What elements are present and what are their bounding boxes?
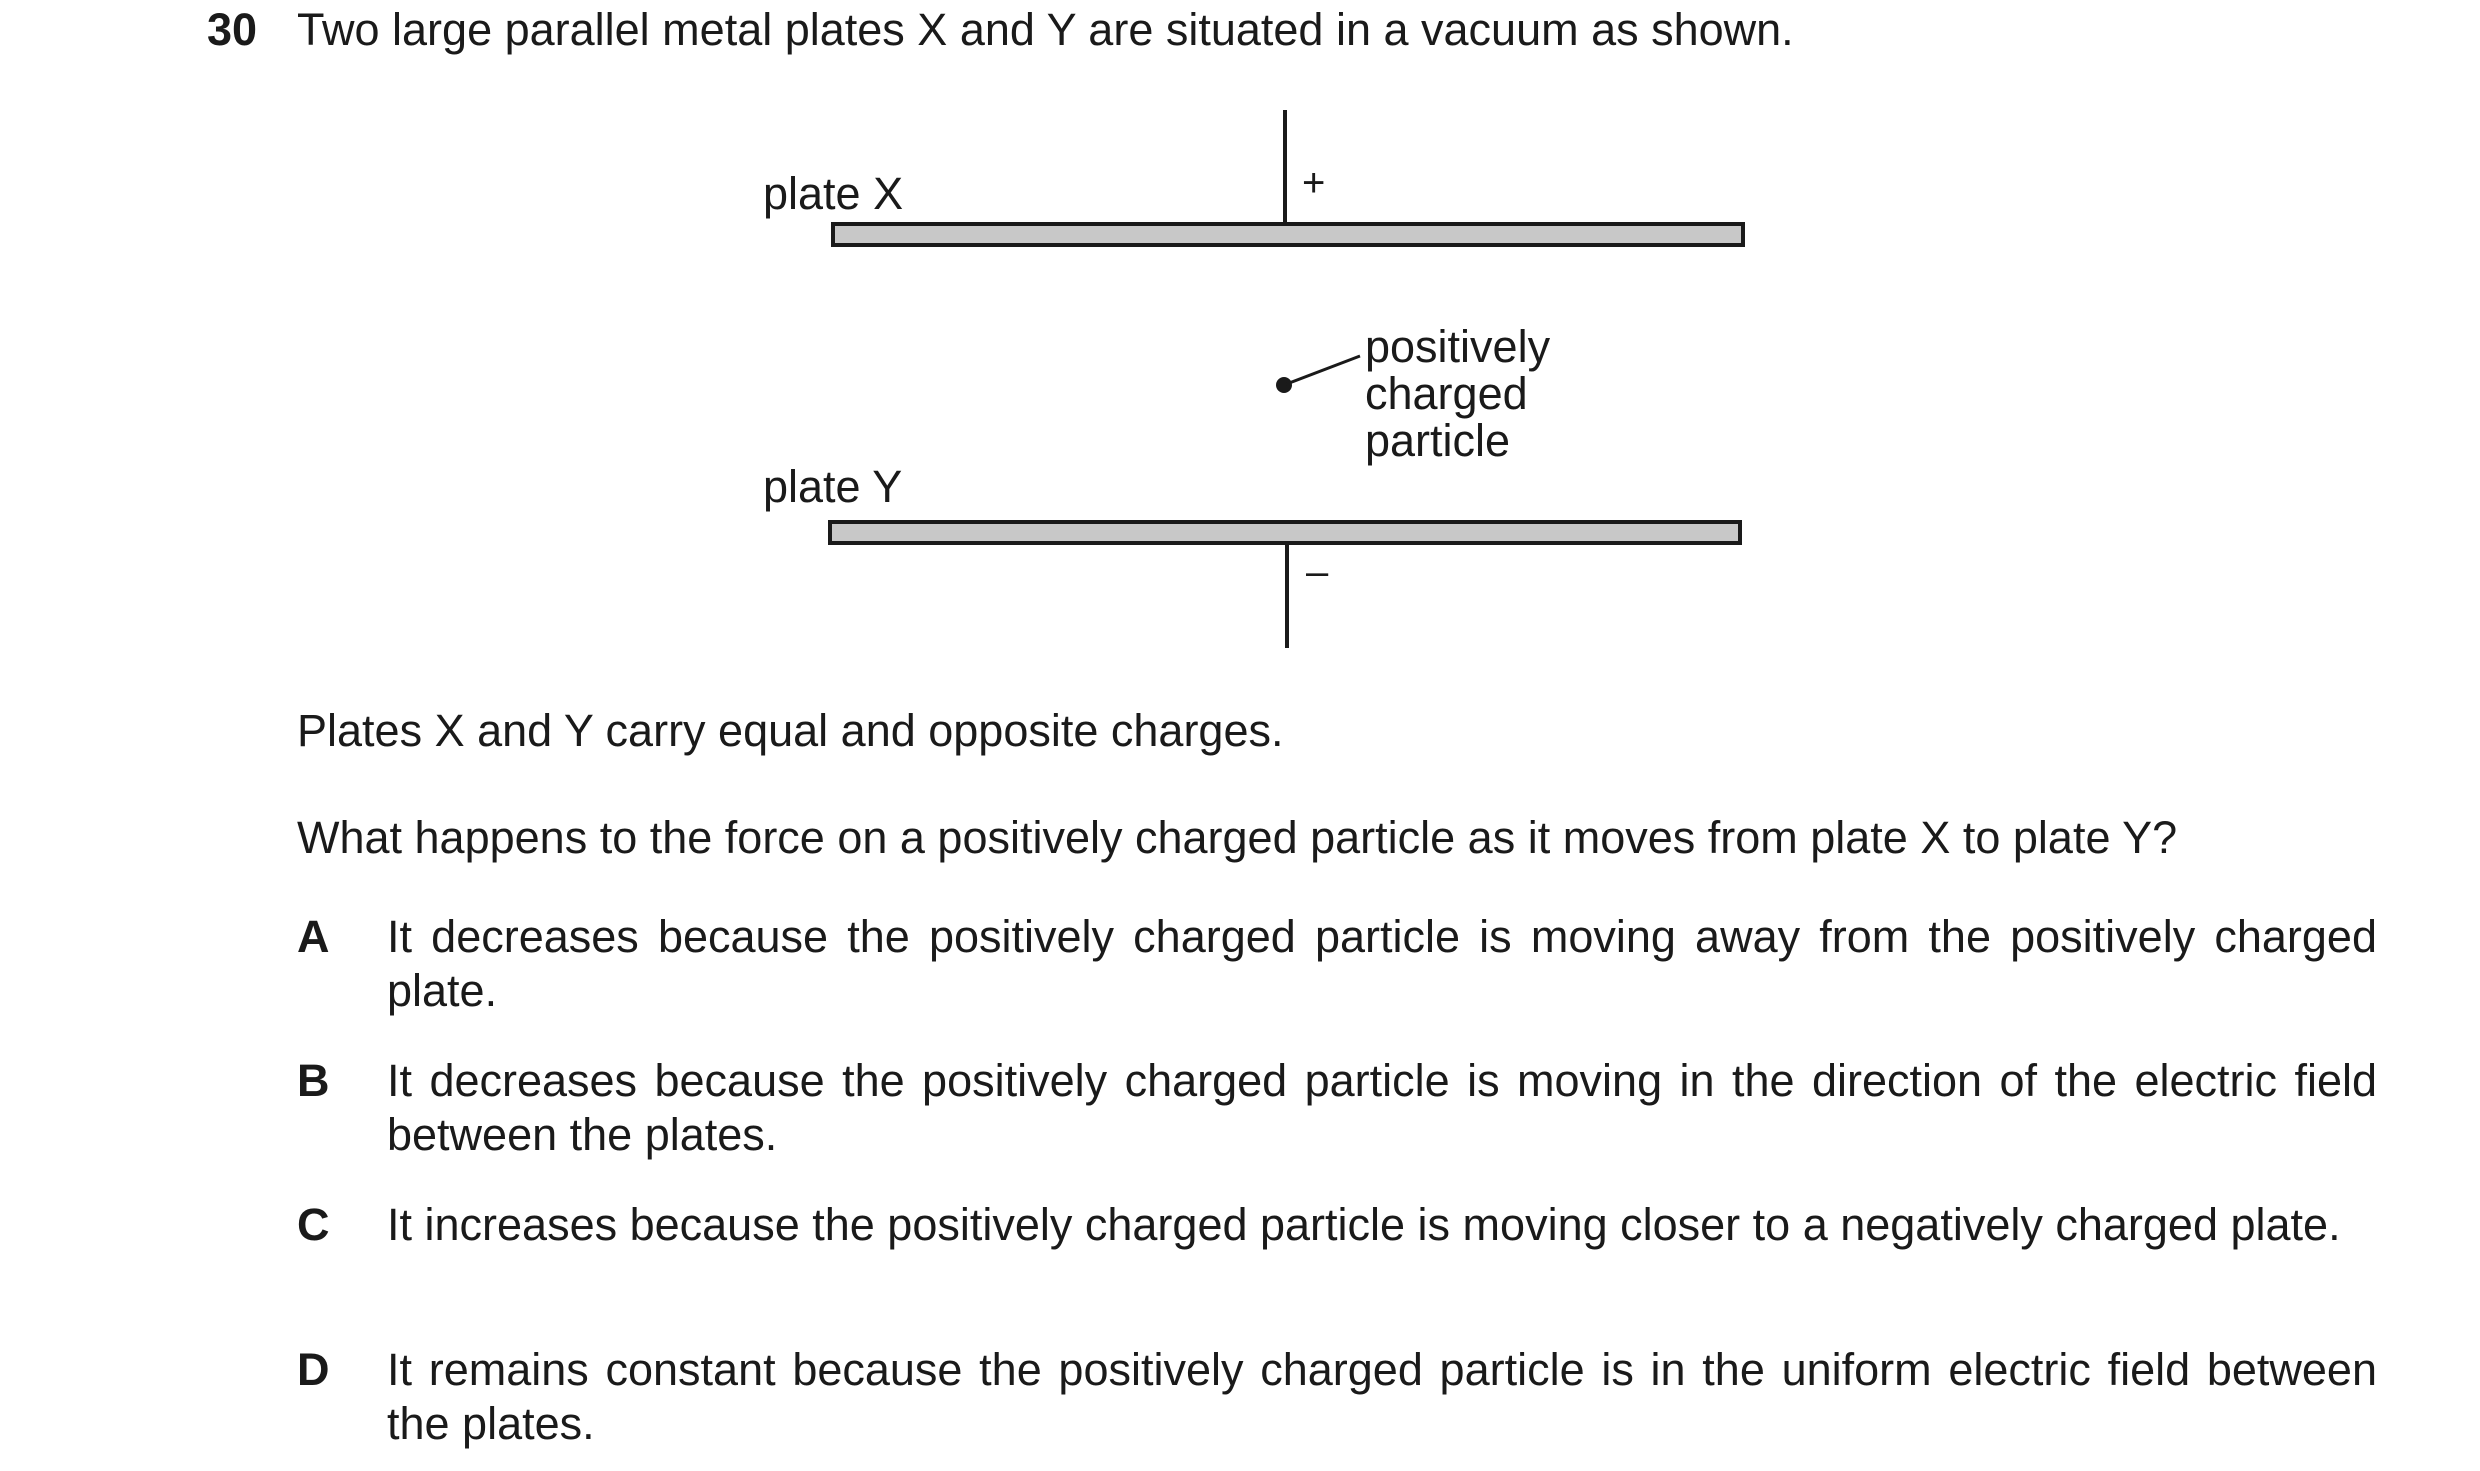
plate-x-label: plate X xyxy=(763,168,904,219)
option-text: It decreases because the positively charged particle is moving away from the positively charged plate. xyxy=(387,911,2377,1016)
plate-y-label: plate Y xyxy=(763,461,903,512)
parallel-plates-diagram xyxy=(0,0,2480,700)
option-letter: A xyxy=(297,911,330,962)
plate-x xyxy=(833,224,1743,245)
question-stem: Two large parallel metal plates X and Y are situated in a vacuum as shown. xyxy=(297,4,1794,55)
particle-leader-line xyxy=(1284,356,1360,385)
option-letter: C xyxy=(297,1199,330,1250)
option-letter: B xyxy=(297,1055,330,1106)
minus-sign: – xyxy=(1306,550,1329,594)
statement-text: Plates X and Y carry equal and opposite charges. xyxy=(297,705,1284,756)
option-text: It remains constant because the positively charged particle is in the uniform electric field between the plates. xyxy=(387,1344,2377,1449)
plate-y xyxy=(830,522,1740,543)
question-number: 30 xyxy=(207,4,258,55)
particle-label-line3: particle xyxy=(1365,415,1511,466)
prompt-text: What happens to the force on a positively charged particle as it moves from plate X to plate Y? xyxy=(297,812,2178,863)
plus-sign: + xyxy=(1302,161,1326,205)
option-text: It increases because the positively charged particle is moving closer to a negatively charged plate. xyxy=(387,1199,2341,1250)
option-text: It decreases because the positively charged particle is moving in the direction of the electric field between the plates. xyxy=(387,1055,2377,1160)
option-letter: D xyxy=(297,1344,330,1395)
particle-label-line2: charged xyxy=(1365,368,1528,419)
particle-label-line1: positively xyxy=(1365,321,1551,372)
